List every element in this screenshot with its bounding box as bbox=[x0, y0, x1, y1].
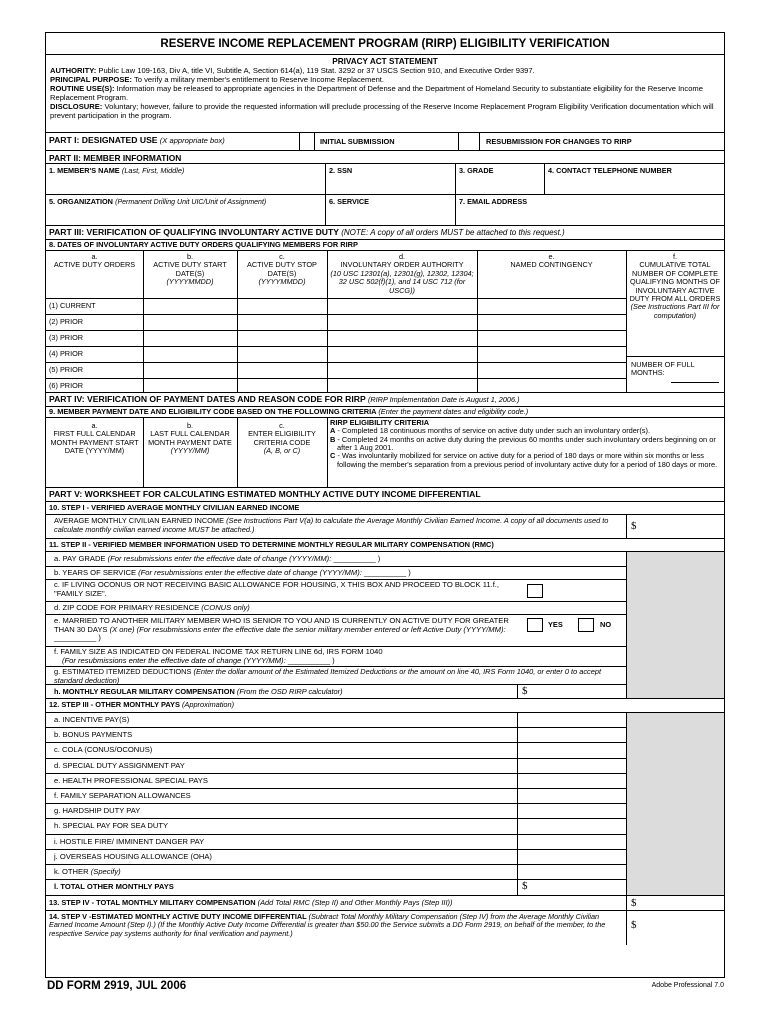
s2c-row: c. IF LIVING OCONUS OR NOT RECEIVING BASIC ALLOWANCE FOR HOUSING, X THIS BOX AND PROCEED TO BLOCK 11.f., "FAMILY SIZE". bbox=[46, 580, 626, 602]
other-pay-item-label: c. COLA (CONUS/OCONUS) bbox=[54, 745, 153, 755]
step5-note: (Subtract Total Monthly Military Compensation (Step IV) from the Average Monthly Civilian Earned Income Amount (Step I).) (If the Monthly Active Duty Income Differential is greater than $50.00 the Service submits a DD Form 2919, on behalf of the member, to the respective Service pay systems authority for final verification and payment.) bbox=[49, 912, 606, 938]
routine-label: ROUTINE USE(S): bbox=[50, 84, 115, 94]
other-pay-item-label: h. SPECIAL PAY FOR SEA DUTY bbox=[54, 821, 169, 831]
s2g-row[interactable]: g. ESTIMATED ITEMIZED DEDUCTIONS (Enter the dollar amount of the Estimated Itemized Deductions or the amount on line 40, IRS Form 1040, or enter 0 to accept standard deduction) bbox=[54, 667, 602, 685]
part1-row bbox=[46, 133, 724, 151]
part3-header: PART III: VERIFICATION OF QUALIFYING INVOLUNTARY ACTIVE DUTY (NOTE: A copy of all orders MUST be attached to this request.) bbox=[46, 226, 724, 240]
step1-label: 10. STEP I - VERIFIED AVERAGE MONTHLY CIVILIAN EARNED INCOME bbox=[46, 502, 724, 515]
step2-block bbox=[46, 552, 724, 685]
part1-note: (X appropriate box) bbox=[159, 136, 225, 145]
step1-dollar: $ bbox=[631, 520, 637, 532]
step3-label: 12. STEP III - OTHER MONTHLY PAYS (Approximation) bbox=[46, 699, 724, 713]
orders-row-current: (1) CURRENT bbox=[49, 301, 96, 310]
step2-shaded-column bbox=[626, 552, 724, 685]
other-pay-item[interactable] bbox=[46, 759, 626, 774]
privacy-act-statement bbox=[46, 55, 724, 133]
married-no-checkbox[interactable] bbox=[578, 618, 594, 632]
orders-row-prior-3: (3) PRIOR bbox=[49, 333, 84, 342]
s2h-amount-input[interactable] bbox=[532, 686, 624, 698]
other-pay-item[interactable] bbox=[46, 774, 626, 789]
part5-header: PART V: WORKSHEET FOR CALCULATING ESTIMATED MONTHLY ACTIVE DUTY INCOME DIFFERENTIAL bbox=[46, 488, 724, 502]
other-pay-item[interactable] bbox=[46, 850, 626, 865]
s2c-checkbox[interactable] bbox=[527, 584, 543, 598]
s2h-row bbox=[46, 685, 724, 699]
part2-row1 bbox=[46, 164, 724, 195]
privacy-heading: PRIVACY ACT STATEMENT bbox=[332, 57, 438, 66]
part4-header: PART IV: VERIFICATION OF PAYMENT DATES AND REASON CODE FOR RIRP (RIRP Implementation Date is August 1, 2006.) bbox=[46, 393, 724, 407]
s2h-label: h. MONTHLY REGULAR MILITARY COMPENSATION bbox=[54, 687, 235, 696]
other-pay-item-label: a. INCENTIVE PAY(S) bbox=[54, 715, 130, 724]
software-version: Adobe Professional 7.0 bbox=[651, 982, 724, 989]
married-no-label: NO bbox=[600, 620, 612, 629]
criteria-b: B - Completed 24 months on active duty during the previous 60 months under such involuntary orders beginning on or after 1 Aug 2001. bbox=[330, 434, 716, 453]
other-pay-item[interactable] bbox=[46, 835, 626, 850]
orders-col-a-header: a. ACTIVE DUTY ORDERS bbox=[53, 252, 136, 270]
initial-submission-label: INITIAL SUBMISSION bbox=[320, 137, 395, 146]
resubmission-label: RESUBMISSION FOR CHANGES TO RIRP bbox=[486, 137, 632, 146]
criteria-c: C - Was involuntarily mobilized for service on active duty for a period of 180 days or more within six months or less following the member's separation from a previous period of involuntary active duty for a period of 180 days or more. bbox=[330, 451, 718, 469]
payment-dates-table bbox=[46, 418, 724, 488]
other-pay-item-label: i. HOSTILE FIRE/ IMMINENT DANGER PAY bbox=[54, 836, 205, 846]
step4-label: 13. STEP IV - TOTAL MONTHLY MILITARY COMPENSATION bbox=[49, 898, 256, 907]
orders-row-prior-2: (2) PRIOR bbox=[49, 317, 84, 326]
total-other-monthly-pays: l. TOTAL OTHER MONTHLY PAYS bbox=[54, 882, 174, 892]
rirp-criteria bbox=[330, 419, 722, 469]
step3-block bbox=[46, 713, 724, 895]
authority-label: AUTHORITY: bbox=[50, 66, 97, 76]
other-pay-item[interactable] bbox=[46, 804, 626, 819]
part1-label: PART I: DESIGNATED USE bbox=[49, 135, 158, 145]
other-pay-item-label: d. SPECIAL DUTY ASSIGNMENT PAY bbox=[54, 760, 185, 770]
s2b-row[interactable]: b. YEARS OF SERVICE (For resubmissions enter the effective date of change (YYYY/MM): __________ ) bbox=[46, 567, 626, 580]
other-pay-item[interactable] bbox=[46, 819, 626, 834]
orders-col-b-header: b. ACTIVE DUTY START DATE(S) (YYYYMMDD) bbox=[153, 252, 227, 287]
item9-label: 9. MEMBER PAYMENT DATE AND ELIGIBILITY CODE BASED ON THE FOLLOWING CRITERIA (Enter the payment dates and eligibility code.) bbox=[46, 407, 724, 418]
form-title: RESERVE INCOME REPLACEMENT PROGRAM (RIRP) ELIGIBILITY VERIFICATION bbox=[46, 33, 724, 55]
item8-label: 8. DATES OF INVOLUNTARY ACTIVE DUTY ORDERS QUALIFYING MEMBERS FOR RIRP bbox=[46, 240, 724, 251]
full-months-input[interactable] bbox=[671, 382, 719, 383]
orders-col-c-header: c. ACTIVE DUTY STOP DATE(S) (YYYYMMDD) bbox=[247, 252, 317, 287]
other-pay-item-label: g. HARDSHIP DUTY PAY bbox=[54, 806, 141, 816]
contact-telephone-field[interactable]: 4. CONTACT TELEPHONE NUMBER bbox=[548, 166, 672, 175]
orders-col-e-header: e. NAMED CONTINGENCY bbox=[510, 252, 593, 270]
email-address-field[interactable]: 7. EMAIL ADDRESS bbox=[459, 197, 528, 206]
form-frame bbox=[45, 32, 725, 978]
criteria-heading: RIRP ELIGIBILITY CRITERIA bbox=[330, 418, 430, 427]
part2-header: PART II: MEMBER INFORMATION bbox=[46, 151, 724, 164]
other-pay-item[interactable] bbox=[46, 743, 626, 758]
step1-text: AVERAGE MONTHLY CIVILIAN EARNED INCOME bbox=[54, 516, 225, 525]
other-pay-specify[interactable]: k. OTHER (Specify) bbox=[46, 865, 626, 880]
other-pay-item-label: f. FAMILY SEPARATION ALLOWANCES bbox=[54, 791, 191, 800]
form-number: DD FORM 2919, JUL 2006 bbox=[47, 980, 187, 992]
other-pay-item[interactable] bbox=[46, 728, 626, 743]
orders-row-prior-6: (6) PRIOR bbox=[49, 381, 84, 390]
s2d-row[interactable]: d. ZIP CODE FOR PRIMARY RESIDENCE (CONUS only) bbox=[46, 602, 626, 615]
step5-label: 14. STEP V -ESTIMATED MONTHLY ACTIVE DUTY INCOME DIFFERENTIAL bbox=[49, 912, 307, 921]
initial-submission-checkbox[interactable] bbox=[299, 133, 315, 150]
routine-text: Information may be released to appropriate agencies in the Department of Defense and the Department of Homeland Security to substantiate eligibility for the Reserve Income Replacement Program. bbox=[50, 84, 703, 103]
total-other-pays-dollar: $ bbox=[522, 880, 528, 893]
other-pay-item-label: b. BONUS PAYMENTS bbox=[54, 730, 133, 740]
other-pay-item[interactable] bbox=[46, 789, 626, 804]
full-months-label: NUMBER OF FULL MONTHS: bbox=[631, 360, 695, 378]
s2a-row[interactable]: a. PAY GRADE (For resubmissions enter the effective date of change (YYYY/MM): __________ ) bbox=[46, 552, 626, 567]
s2e-row: e. MARRIED TO ANOTHER MILITARY MEMBER WHO IS SENIOR TO YOU AND IS CURRENTLY ON ACTIVE DUTY FOR GREATER THAN 30 DAYS (X one) (For resubmissions enter the effective date the senior military member entered or left Active Duty (YYYY/MM): __________ ) bbox=[46, 615, 626, 647]
step1-row bbox=[46, 515, 724, 539]
other-pay-item[interactable] bbox=[46, 713, 626, 728]
s2f-row[interactable]: f. FAMILY SIZE AS INDICATED ON FEDERAL INCOME TAX RETURN LINE 6d, IRS FORM 1040 (For resubmissions enter the effective date of change (YYYY/MM): __________ ) bbox=[46, 647, 626, 667]
s2h-dollar: $ bbox=[522, 685, 528, 697]
disclosure-text: Voluntary; however, failure to provide the requested information will preclude processing of the Reserve Income Replacement Program Eligibility Verification documentation which will prevent participation in the program. bbox=[50, 102, 714, 121]
criteria-a: A - Completed 18 continuous months of service on active duty under such an involuntary order(s). bbox=[330, 426, 651, 436]
orders-col-f-header: f. CUMULATIVE TOTAL NUMBER OF COMPLETE QUALIFYING MONTHS OF INVOLUNTARY ACTIVE DUTY FROM ALL ORDERS (See Instructions Part III for computation) bbox=[629, 252, 721, 320]
step4-row bbox=[46, 895, 724, 911]
part2-row2 bbox=[46, 195, 724, 226]
payment-col-a-header: a. FIRST FULL CALENDAR MONTH PAYMENT START DATE (YYYY/MM) bbox=[50, 421, 139, 456]
orders-row-prior-5: (5) PRIOR bbox=[49, 365, 84, 374]
purpose-label: PRINCIPAL PURPOSE: bbox=[50, 75, 132, 85]
step5-dollar: $ bbox=[631, 919, 637, 931]
organization-field[interactable]: 5. ORGANIZATION (Permanent Drilling Unit UIC/Unit of Assignment) bbox=[46, 195, 326, 225]
purpose-text: To verify a military member's entitlement to Reserve Income Replacement. bbox=[133, 75, 385, 85]
ssn-field[interactable]: 2. SSN bbox=[326, 164, 456, 194]
payment-col-b-header: b. LAST FULL CALENDAR MONTH PAYMENT DATE (YYYY/MM) bbox=[148, 421, 232, 456]
s2h-note: (From the OSD RIRP calculator) bbox=[236, 687, 343, 696]
member-name-field[interactable]: 1. MEMBER'S NAME (Last, First, Middle) bbox=[46, 164, 326, 194]
step1-note: (See Instructions Part V(a) to calculate the Average Monthly Civilian Earned Income. A copy of all documents used to calculate monthly civilian earned income MUST be attached.) bbox=[54, 516, 609, 534]
resubmission-checkbox[interactable] bbox=[458, 133, 480, 150]
service-field[interactable]: 6. SERVICE bbox=[326, 195, 456, 225]
disclosure-label: DISCLOSURE: bbox=[50, 102, 103, 112]
step5-row bbox=[46, 911, 724, 945]
orders-row-prior-4: (4) PRIOR bbox=[49, 349, 84, 358]
orders-table bbox=[46, 251, 724, 393]
step4-dollar: $ bbox=[631, 897, 637, 909]
orders-col-d-header: d. INVOLUNTARY ORDER AUTHORITY (10 USC 12301(a), 12301(g), 12302, 12304; 32 USC 502(f)(1), and 14 USC 712 (for USCG)) bbox=[330, 252, 474, 295]
step2-label: 11. STEP II - VERIFIED MEMBER INFORMATION USED TO DETERMINE MONTHLY REGULAR MILITARY COMPENSATION (RMC) bbox=[46, 539, 724, 552]
other-pay-item-label: e. HEALTH PROFESSIONAL SPECIAL PAYS bbox=[54, 775, 208, 785]
authority-text: Public Law 109-163, Div A, title VI, Subtitle A, Section 614(a), 119 Stat. 3292 or 37 USCS Section 910, and Executive Order 9397. bbox=[98, 66, 535, 76]
married-yes-label: YES bbox=[548, 620, 563, 629]
other-pay-item-label: j. OVERSEAS HOUSING ALLOWANCE (OHA) bbox=[54, 851, 212, 861]
grade-field[interactable]: 3. GRADE bbox=[456, 164, 545, 194]
married-yes-checkbox[interactable] bbox=[527, 618, 543, 632]
step5-amount-input[interactable] bbox=[642, 913, 722, 941]
payment-col-c-header: c. ENTER ELIGIBILITY CRITERIA CODE (A, B, or C) bbox=[248, 421, 316, 456]
step1-amount-input[interactable] bbox=[642, 517, 722, 536]
step4-amount-input[interactable] bbox=[642, 897, 722, 910]
step4-note: (Add Total RMC (Step II) and Other Monthly Pays (Step III)) bbox=[257, 898, 453, 907]
